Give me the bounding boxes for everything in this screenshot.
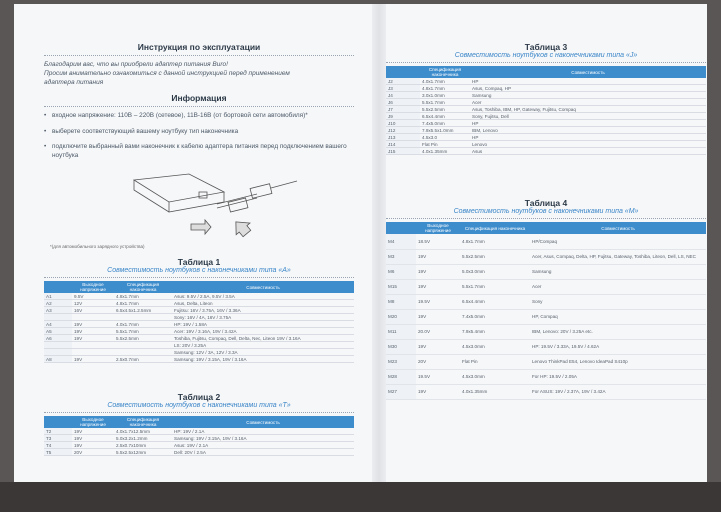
table-cell: HP, Compaq [530,309,706,324]
divider [386,62,706,63]
table-cell: A5 [44,328,72,335]
divider [44,55,354,56]
table3-subtitle: Совместимость ноутбуков с наконечниками типа «J» [454,52,638,59]
table4-subtitle: Совместимость ноутбуков с наконечниками типа «M» [453,208,639,215]
table-cell: M8 [386,294,416,309]
table-cell: Acer [530,279,706,294]
table-cell: 19V [72,356,114,363]
table-cell: Asus, Toshiba, IBM, HP, Gateway, Fujitsu, Compaq [470,106,706,113]
table2-title: Таблица 2 [177,392,221,402]
table-row [386,148,706,155]
table-cell: J12 [386,127,420,134]
table-cell: Acer [470,99,706,106]
table-cell: 20V [72,449,114,456]
table-cell: J9 [386,113,420,120]
table4 [386,222,706,400]
table-cell: 19V [416,339,460,354]
table-cell [114,349,172,356]
info-bullet [44,112,354,121]
table-cell: J7 [386,106,420,113]
info-bullet [44,128,354,137]
table-cell: M30 [386,339,416,354]
table-row [386,324,706,339]
table-cell: M20 [386,309,416,324]
table-cell: 19V [416,279,460,294]
table-cell: J4 [386,92,420,99]
table-cell: Samsung [470,92,706,99]
table-cell: Dell: 20V / 2.5A [172,449,354,456]
table-cell: J6 [386,99,420,106]
divider [44,412,354,413]
table-cell: For ASUS: 19V / 2.37A, 19V / 3.42A [530,384,706,399]
table-cell: 3.0x1.0mm [420,92,470,99]
table-cell: A4 [44,321,72,328]
table-cell [72,314,114,321]
table-cell: 19V [72,328,114,335]
adapter-illustration [129,172,299,252]
bullet-icon: • [44,127,47,135]
table-cell: M27 [386,384,416,399]
table-cell: A2 [44,300,72,307]
table1-block [44,257,354,363]
table-cell: 4.8x1.7mm [114,300,172,307]
table-cell: T4 [44,442,72,449]
table-cell: M23 [386,354,416,369]
table-cell: Samsung: 12V / 3A, 12V / 3.3A [172,349,354,356]
table-row [386,384,706,399]
table-cell: J10 [386,120,420,127]
table2-subtitle: Совместимость ноутбуков с наконечниками типа «Т» [107,402,291,409]
table-cell: Samsung [530,264,706,279]
table-row [44,321,354,328]
right-page [386,4,706,482]
table-cell: 19.5V [416,294,460,309]
table-cell: 19V [416,264,460,279]
divider [44,106,354,107]
table-cell: 9.5V [72,293,114,300]
table-cell: IBM, Lenovo [470,127,706,134]
table-cell: 4.0x1.7mm [420,78,470,85]
table-cell: 7.9x5.4mm [460,324,530,339]
table-row [386,92,706,99]
table-row [386,354,706,369]
table-row [44,449,354,456]
table-cell: Sony: 16V / 4A, 16V / 3.75A [172,314,354,321]
footnote: *(для автомобильного зарядного устройства) [50,244,145,249]
table-cell: 4.8x1.7mm [114,293,172,300]
table-cell: Acer: 19V / 3.16A, 19V / 3.42A [172,328,354,335]
table-row [386,369,706,384]
table-row [386,294,706,309]
table-cell: 4.0x1.35mm [460,384,530,399]
table-cell: 12V [72,300,114,307]
table-cell: 6.5x4.4mm [420,113,470,120]
table-row [386,85,706,92]
table-row [44,307,354,314]
table-cell: HP: 19V / 2.1A [172,428,354,435]
info-title: Информация [171,93,227,103]
table-row [44,435,354,442]
table-cell: HP: 19V / 1.58A [172,321,354,328]
intro-line: адаптера питания [44,79,104,86]
table-row [44,328,354,335]
table-cell: IBM, Lenovo: 20V / 3.25A etc. [530,324,706,339]
table-header-row [386,222,706,234]
table-cell: T5 [44,449,72,456]
bullet-text: выберете соответствующий вашему ноутбуку тип наконечника [52,127,239,135]
table3-block [386,42,706,155]
table-cell: 19V [72,428,114,435]
table-row [44,349,354,356]
table-cell: 19V [72,335,114,342]
table-cell: 4.0x1.7x12.5mm [114,428,172,435]
col-header: Совместимость [470,66,706,78]
table-cell: 4.0x1.7mm [114,321,172,328]
page-fold [372,4,386,482]
table-cell: 4.5x3.0mm [460,339,530,354]
info-bullet [44,143,354,160]
col-header: Совместимость [172,416,354,428]
table-cell: 19.5V [416,369,460,384]
table-cell: A1 [44,293,72,300]
table-cell: Samsung: 19V / 3.15A, 19V / 3.16A [172,435,354,442]
table-cell: 6.5x4.5x1.2.5mm [114,307,172,314]
table-cell: HP [470,120,706,127]
table-cell: HP/Compaq [530,234,706,249]
table-cell: 19V [72,442,114,449]
col-header: Совместимость [530,222,706,234]
bullet-text: подключите выбранный вами наконечник к кабелю адаптера питания перед подключением вашего ноутбука [52,143,347,159]
table-cell: Asus, Delta, Liteon [172,300,354,307]
table-cell: M11 [386,324,416,339]
table-row [386,234,706,249]
table-cell [114,342,172,349]
manual-title: Инструкция по эксплуатации [137,42,261,52]
table-header-row [44,416,354,428]
table-cell: 19V [416,249,460,264]
table-row [386,309,706,324]
col-header: Совместимость [172,281,354,293]
table-cell: 20V [416,354,460,369]
table-row [44,342,354,349]
table-cell: A3 [44,307,72,314]
table-cell: 4.8x1.7mm [460,234,530,249]
table-cell [72,349,114,356]
table-cell: 5.0x3.2x1.2mm [114,435,172,442]
table-row [386,264,706,279]
col-header [44,281,72,293]
table-row [386,99,706,106]
col-header: Спецификация наконечника [460,222,530,234]
bullet-text: входное напряжение: 110В – 220В (сетевое), 11В-16В (от бортовой сети автомобиля)* [52,112,308,119]
table-cell: HP [470,134,706,141]
col-header: Выходное напряжение [416,222,460,234]
table-cell: 6.5x4.4mm [460,294,530,309]
table-cell [44,342,72,349]
table4-title: Таблица 4 [524,198,568,208]
bullet-icon: • [44,112,47,119]
table-cell: Asus: 9.5V / 2.5A, 9.5V / 3.5A [172,293,354,300]
table-cell: 5.5x2.5mm [420,106,470,113]
table-cell: Fujitsu: 16V / 3.75A, 16V / 3.36A [172,307,354,314]
table-cell [72,342,114,349]
table-cell: 19V [72,435,114,442]
divider [386,218,706,219]
col-header [386,222,416,234]
table-cell: 5.5x1.7mm [420,99,470,106]
bullet-icon: • [44,143,47,150]
table2-block [44,392,354,456]
table-cell: Sony [530,294,706,309]
table-cell: 5.5x1.7mm [460,279,530,294]
table-cell: LS: 20V / 3.25A [172,342,354,349]
table-cell: M28 [386,369,416,384]
table-cell: 5.5x2.5x12mm [114,449,172,456]
table-cell: J13 [386,134,420,141]
table-cell: 20.0V [416,324,460,339]
table-cell: 5.0x3.0mm [460,264,530,279]
intro-line: Просим внимательно ознакомиться с данной инструкцией перед применением [44,70,290,77]
table-cell: 4.5x3.0mm [460,369,530,384]
table-cell [114,314,172,321]
table-cell: M3 [386,249,416,264]
table-cell: 19V [72,321,114,328]
table-cell: J15 [386,148,420,155]
table-cell: A8 [44,356,72,363]
table-row [386,134,706,141]
table-cell [44,349,72,356]
table-cell: 7.4x5.0mm [460,309,530,324]
table-row [386,249,706,264]
col-header: Выходное напряжение [72,281,114,293]
col-header: Спецификация наконечника [114,281,172,293]
left-page [44,4,354,482]
table-row [386,120,706,127]
table4-block [386,198,706,400]
table-cell: 7.9x5.5x1.0mm [420,127,470,134]
table-row [44,335,354,342]
table-row [386,106,706,113]
col-header: Спецификация наконечника [420,66,470,78]
table-cell: Flat Pin [420,141,470,148]
table-row [386,279,706,294]
table-cell: T2 [44,428,72,435]
table-cell: Flat Pin [460,354,530,369]
table1-title: Таблица 1 [177,257,221,267]
table-cell: 5.5x2.5mm [460,249,530,264]
divider [44,277,354,278]
table-cell: J14 [386,141,420,148]
col-header: Спецификация наконечника [114,416,172,428]
table-cell: 16V [72,307,114,314]
table-row [386,127,706,134]
table-cell: 19V [416,309,460,324]
table-cell: J3 [386,85,420,92]
table-cell [44,314,72,321]
table-cell: M15 [386,279,416,294]
table-cell: Lenovo [470,141,706,148]
col-header [386,66,420,78]
col-header [44,416,72,428]
table-cell: M4 [386,234,416,249]
table-row [44,442,354,449]
table-row [386,339,706,354]
table-cell: HP [470,78,706,85]
table-cell: Asus, Compaq, HP [470,85,706,92]
table-row [386,141,706,148]
table-cell: Toshiba, Fujitsu, Compaq, Dell, Delta, Nec, Liteon 19V / 3.16A [172,335,354,342]
table-cell: Sony, Fujitsu, Dell [470,113,706,120]
table2 [44,416,354,456]
table-cell: 2.5x0.7x10mm [114,442,172,449]
desk-background [0,482,721,512]
table-cell: Acer, Asus, Compaq, Delta, HP, Fujitsu, Gateway, Toshiba, Liteon, Dell, LS, NEC [530,249,706,264]
table3-title: Таблица 3 [524,42,568,52]
table-cell: 5.5x2.5mm [114,335,172,342]
table-header-row [386,66,706,78]
table-cell: 18.5V [416,234,460,249]
table-cell: Samsung: 19V / 3.15A, 19V / 3.16A [172,356,354,363]
col-header: Выходное напряжение [72,416,114,428]
table-cell: Lenovo ThinkPad E54, Lenovo IdeaPad S410p [530,354,706,369]
table-cell: T3 [44,435,72,442]
table-cell: Asus [470,148,706,155]
table-cell: 4.0x1.35mm [420,148,470,155]
table1 [44,281,354,363]
table-row [386,113,706,120]
table-cell: For HP: 19.5V / 2.05A [530,369,706,384]
manual-sheet [14,4,707,482]
table-cell: 19V [416,384,460,399]
table-cell: 4.8x1.7mm [420,85,470,92]
table-cell: J2 [386,78,420,85]
table1-subtitle: Совместимость ноутбуков с наконечниками типа «А» [107,267,291,274]
table-cell: 5.5x1.7mm [114,328,172,335]
table3 [386,66,706,155]
table-row [44,356,354,363]
table-cell: A6 [44,335,72,342]
table-cell: 4.5x3.0 [420,134,470,141]
table-cell: 7.4x5.0mm [420,120,470,127]
intro-line: Благодарим вас, что вы приобрели адаптер питания Buro! [44,61,228,68]
table-row [44,314,354,321]
table-cell: 2.5x0.7mm [114,356,172,363]
table-header-row [44,281,354,293]
table-cell: HP: 19.5V / 3.33A, 19.5V / 4.62A [530,339,706,354]
table-row [44,300,354,307]
table-cell: Asus: 19V / 2.1A [172,442,354,449]
table-cell: M6 [386,264,416,279]
